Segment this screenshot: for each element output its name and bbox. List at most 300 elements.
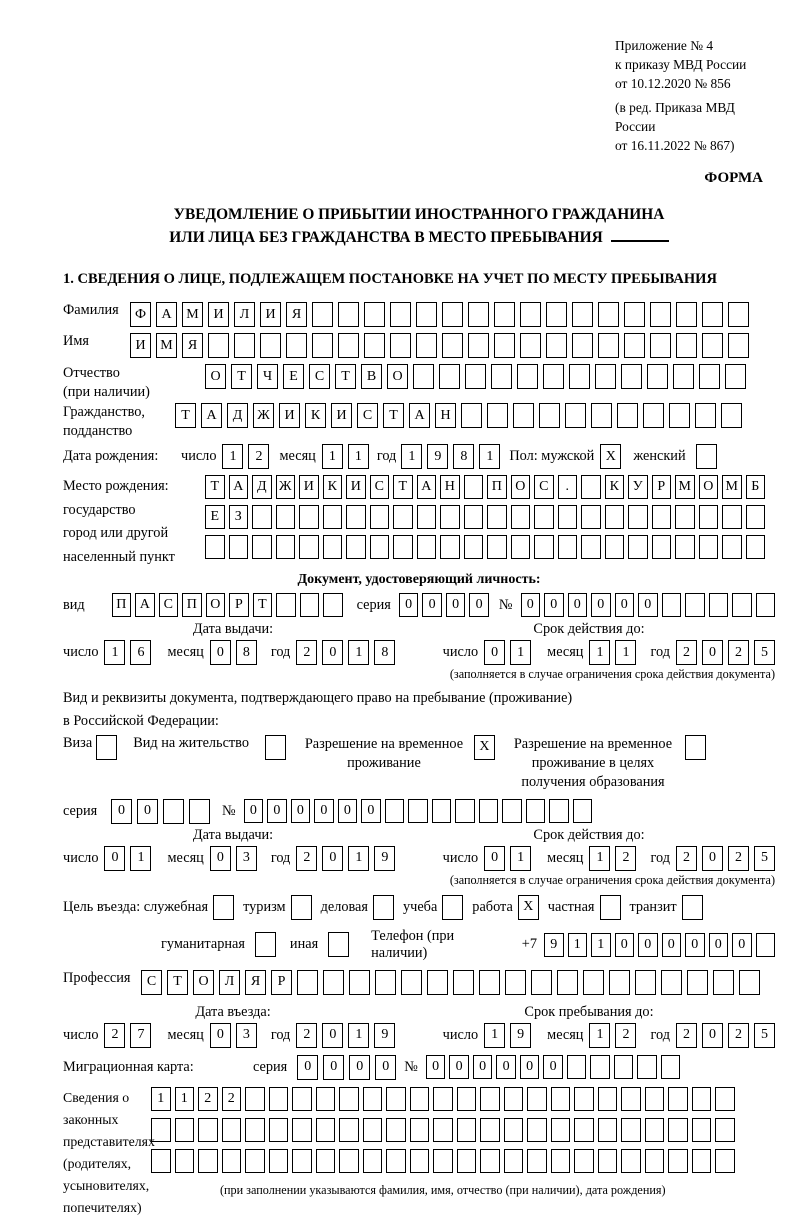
char-cell[interactable] (252, 535, 272, 559)
char-cell[interactable]: Б (746, 475, 766, 499)
char-cell[interactable] (432, 799, 452, 823)
char-cell[interactable] (637, 1055, 657, 1079)
char-cell[interactable] (676, 333, 697, 358)
char-cell[interactable]: П (112, 593, 132, 617)
char-cell[interactable] (299, 505, 319, 529)
doc-valid-year-cells[interactable] (676, 640, 775, 665)
char-cell[interactable]: 0 (244, 799, 264, 823)
char-cell[interactable] (531, 970, 552, 995)
char-cell[interactable] (621, 1118, 641, 1142)
char-cell[interactable]: З (229, 505, 249, 529)
char-cell[interactable] (504, 1118, 524, 1142)
char-cell[interactable] (269, 1149, 289, 1173)
char-cell[interactable]: 0 (426, 1055, 446, 1079)
doc-valid-month-cells[interactable] (589, 640, 636, 665)
char-cell[interactable]: 0 (615, 933, 635, 957)
char-cell[interactable] (675, 535, 695, 559)
char-cell[interactable]: Т (253, 593, 273, 617)
char-cell[interactable]: Т (335, 364, 356, 389)
char-cell[interactable] (390, 333, 411, 358)
char-cell[interactable] (527, 1118, 547, 1142)
char-cell[interactable] (732, 593, 752, 617)
char-cell[interactable] (624, 302, 645, 327)
char-cell[interactable]: 0 (422, 593, 442, 617)
char-cell[interactable] (269, 1087, 289, 1111)
char-cell[interactable] (650, 333, 671, 358)
char-cell[interactable]: Т (167, 970, 188, 995)
char-cell[interactable] (746, 535, 766, 559)
char-cell[interactable] (163, 799, 184, 824)
char-cell[interactable]: 9 (510, 1023, 531, 1048)
profession-cells[interactable] (141, 970, 760, 995)
char-cell[interactable] (702, 333, 723, 358)
char-cell[interactable]: 9 (427, 444, 448, 469)
char-cell[interactable]: 0 (314, 799, 334, 823)
char-cell[interactable] (300, 593, 320, 617)
rvp-valid-month-cells[interactable] (589, 846, 636, 871)
char-cell[interactable]: 1 (589, 640, 610, 665)
birth-day-cells[interactable] (222, 444, 269, 469)
char-cell[interactable]: 1 (348, 846, 369, 871)
char-cell[interactable] (276, 535, 296, 559)
residence-permit-checkbox[interactable] (265, 735, 286, 760)
rvp-issue-day-cells[interactable] (104, 846, 151, 871)
char-cell[interactable] (699, 505, 719, 529)
char-cell[interactable]: 2 (296, 640, 317, 665)
char-cell[interactable]: Ж (253, 403, 274, 428)
char-cell[interactable]: 1 (589, 846, 610, 871)
char-cell[interactable] (393, 505, 413, 529)
char-cell[interactable] (551, 1118, 571, 1142)
char-cell[interactable] (702, 302, 723, 327)
char-cell[interactable]: О (387, 364, 408, 389)
char-cell[interactable]: 1 (348, 640, 369, 665)
char-cell[interactable]: 0 (568, 593, 588, 617)
char-cell[interactable]: 0 (104, 846, 125, 871)
char-cell[interactable]: 0 (210, 1023, 231, 1048)
char-cell[interactable] (338, 302, 359, 327)
char-cell[interactable]: 3 (236, 846, 257, 871)
char-cell[interactable]: И (208, 302, 229, 327)
char-cell[interactable] (549, 799, 569, 823)
char-cell[interactable] (583, 970, 604, 995)
char-cell[interactable] (442, 333, 463, 358)
char-cell[interactable] (323, 535, 343, 559)
rvp-series-cells[interactable] (111, 799, 210, 824)
char-cell[interactable] (573, 799, 593, 823)
char-cell[interactable]: С (159, 593, 179, 617)
phone-cells[interactable] (544, 933, 775, 957)
char-cell[interactable] (628, 505, 648, 529)
char-cell[interactable]: 2 (104, 1023, 125, 1048)
char-cell[interactable] (505, 970, 526, 995)
char-cell[interactable]: И (346, 475, 366, 499)
birthplace-cells-line1[interactable] (205, 475, 765, 499)
char-cell[interactable]: 9 (374, 1023, 395, 1048)
char-cell[interactable] (756, 593, 776, 617)
char-cell[interactable] (339, 1087, 359, 1111)
char-cell[interactable] (539, 403, 560, 428)
char-cell[interactable] (457, 1118, 477, 1142)
char-cell[interactable] (410, 1087, 430, 1111)
char-cell[interactable] (728, 333, 749, 358)
char-cell[interactable]: 7 (130, 1023, 151, 1048)
rvp-issue-year-cells[interactable] (296, 846, 395, 871)
char-cell[interactable] (439, 364, 460, 389)
char-cell[interactable] (198, 1149, 218, 1173)
char-cell[interactable]: И (130, 333, 151, 358)
char-cell[interactable] (543, 364, 564, 389)
char-cell[interactable]: Д (252, 475, 272, 499)
char-cell[interactable] (595, 364, 616, 389)
char-cell[interactable]: С (357, 403, 378, 428)
char-cell[interactable] (416, 302, 437, 327)
char-cell[interactable] (598, 1087, 618, 1111)
char-cell[interactable] (427, 970, 448, 995)
char-cell[interactable]: О (699, 475, 719, 499)
char-cell[interactable] (292, 1118, 312, 1142)
char-cell[interactable] (661, 970, 682, 995)
char-cell[interactable] (527, 1149, 547, 1173)
char-cell[interactable]: Ч (257, 364, 278, 389)
char-cell[interactable] (709, 593, 729, 617)
char-cell[interactable]: Т (205, 475, 225, 499)
char-cell[interactable] (673, 364, 694, 389)
char-cell[interactable]: Я (286, 302, 307, 327)
char-cell[interactable]: 0 (210, 846, 231, 871)
char-cell[interactable] (598, 302, 619, 327)
entry-day-cells[interactable] (104, 1023, 151, 1048)
char-cell[interactable] (455, 799, 475, 823)
char-cell[interactable] (652, 505, 672, 529)
char-cell[interactable] (151, 1118, 171, 1142)
char-cell[interactable] (621, 1087, 641, 1111)
char-cell[interactable] (479, 970, 500, 995)
char-cell[interactable] (511, 535, 531, 559)
char-cell[interactable]: А (417, 475, 437, 499)
char-cell[interactable] (175, 1118, 195, 1142)
char-cell[interactable] (715, 1149, 735, 1173)
char-cell[interactable] (461, 403, 482, 428)
stay-day-cells[interactable] (484, 1023, 531, 1048)
char-cell[interactable] (234, 333, 255, 358)
purpose-work-checkbox[interactable]: X (518, 895, 539, 920)
char-cell[interactable]: А (156, 302, 177, 327)
char-cell[interactable]: 1 (322, 444, 343, 469)
char-cell[interactable] (692, 1118, 712, 1142)
char-cell[interactable]: 0 (709, 933, 729, 957)
temp-permit-edu-checkbox[interactable] (685, 735, 706, 760)
char-cell[interactable] (457, 1087, 477, 1111)
char-cell[interactable] (558, 535, 578, 559)
char-cell[interactable] (713, 970, 734, 995)
char-cell[interactable] (316, 1149, 336, 1173)
char-cell[interactable] (339, 1149, 359, 1173)
char-cell[interactable]: Н (440, 475, 460, 499)
char-cell[interactable] (546, 302, 567, 327)
char-cell[interactable] (715, 1087, 735, 1111)
char-cell[interactable]: 1 (615, 640, 636, 665)
char-cell[interactable] (591, 403, 612, 428)
char-cell[interactable] (517, 364, 538, 389)
char-cell[interactable] (574, 1118, 594, 1142)
char-cell[interactable]: 0 (111, 799, 132, 824)
char-cell[interactable]: 8 (236, 640, 257, 665)
char-cell[interactable] (494, 302, 515, 327)
char-cell[interactable]: К (323, 475, 343, 499)
char-cell[interactable]: 1 (151, 1087, 171, 1111)
char-cell[interactable]: 2 (615, 846, 636, 871)
char-cell[interactable] (480, 1149, 500, 1173)
char-cell[interactable]: 0 (702, 640, 723, 665)
char-cell[interactable]: 1 (222, 444, 243, 469)
char-cell[interactable]: О (206, 593, 226, 617)
char-cell[interactable] (668, 1118, 688, 1142)
char-cell[interactable]: 2 (728, 846, 749, 871)
char-cell[interactable] (572, 333, 593, 358)
char-cell[interactable]: 6 (130, 640, 151, 665)
char-cell[interactable] (245, 1118, 265, 1142)
char-cell[interactable] (401, 970, 422, 995)
char-cell[interactable]: 0 (375, 1055, 396, 1080)
birth-year-cells[interactable] (401, 444, 500, 469)
char-cell[interactable] (598, 1118, 618, 1142)
char-cell[interactable] (440, 505, 460, 529)
char-cell[interactable] (624, 333, 645, 358)
char-cell[interactable] (574, 1149, 594, 1173)
char-cell[interactable] (465, 364, 486, 389)
char-cell[interactable]: 8 (374, 640, 395, 665)
char-cell[interactable]: Т (231, 364, 252, 389)
char-cell[interactable] (513, 403, 534, 428)
char-cell[interactable] (417, 505, 437, 529)
char-cell[interactable] (645, 1118, 665, 1142)
char-cell[interactable] (614, 1055, 634, 1079)
char-cell[interactable] (635, 970, 656, 995)
char-cell[interactable]: 0 (484, 640, 505, 665)
char-cell[interactable]: К (305, 403, 326, 428)
char-cell[interactable] (487, 403, 508, 428)
char-cell[interactable] (581, 475, 601, 499)
char-cell[interactable] (417, 535, 437, 559)
char-cell[interactable] (457, 1149, 477, 1173)
char-cell[interactable]: 1 (348, 1023, 369, 1048)
char-cell[interactable] (609, 970, 630, 995)
char-cell[interactable] (511, 505, 531, 529)
surname-cells[interactable] (130, 302, 749, 327)
char-cell[interactable]: 0 (496, 1055, 516, 1079)
patronymic-cells[interactable] (205, 364, 746, 389)
char-cell[interactable] (364, 333, 385, 358)
char-cell[interactable] (685, 593, 705, 617)
temp-permit-checkbox[interactable]: X (474, 735, 495, 760)
char-cell[interactable]: Т (393, 475, 413, 499)
char-cell[interactable] (292, 1149, 312, 1173)
char-cell[interactable] (722, 505, 742, 529)
char-cell[interactable] (692, 1149, 712, 1173)
char-cell[interactable]: А (135, 593, 155, 617)
char-cell[interactable]: И (260, 302, 281, 327)
char-cell[interactable] (520, 333, 541, 358)
char-cell[interactable] (222, 1118, 242, 1142)
char-cell[interactable]: 0 (473, 1055, 493, 1079)
char-cell[interactable] (464, 475, 484, 499)
char-cell[interactable] (687, 970, 708, 995)
char-cell[interactable] (728, 302, 749, 327)
char-cell[interactable] (297, 970, 318, 995)
mig-series-cells[interactable] (297, 1055, 396, 1080)
char-cell[interactable]: 1 (130, 846, 151, 871)
char-cell[interactable] (551, 1087, 571, 1111)
char-cell[interactable] (504, 1087, 524, 1111)
char-cell[interactable] (487, 505, 507, 529)
char-cell[interactable]: 5 (754, 846, 775, 871)
char-cell[interactable] (276, 593, 296, 617)
char-cell[interactable]: Е (205, 505, 225, 529)
char-cell[interactable]: 1 (479, 444, 500, 469)
char-cell[interactable] (364, 302, 385, 327)
char-cell[interactable] (349, 970, 370, 995)
birth-month-cells[interactable] (322, 444, 369, 469)
char-cell[interactable]: 1 (104, 640, 125, 665)
purpose-private-checkbox[interactable] (600, 895, 621, 920)
char-cell[interactable]: А (409, 403, 430, 428)
representatives-cells-line1[interactable] (151, 1087, 735, 1111)
char-cell[interactable] (662, 593, 682, 617)
char-cell[interactable] (222, 1149, 242, 1173)
char-cell[interactable] (645, 1087, 665, 1111)
char-cell[interactable] (453, 970, 474, 995)
char-cell[interactable]: О (193, 970, 214, 995)
char-cell[interactable]: 0 (338, 799, 358, 823)
char-cell[interactable]: И (279, 403, 300, 428)
representatives-cells-line3[interactable] (151, 1149, 735, 1173)
char-cell[interactable] (346, 505, 366, 529)
char-cell[interactable] (245, 1087, 265, 1111)
char-cell[interactable]: М (722, 475, 742, 499)
char-cell[interactable] (502, 799, 522, 823)
char-cell[interactable]: Л (219, 970, 240, 995)
char-cell[interactable]: 1 (589, 1023, 610, 1048)
char-cell[interactable]: 2 (198, 1087, 218, 1111)
char-cell[interactable] (464, 505, 484, 529)
citizenship-cells[interactable] (175, 403, 742, 428)
char-cell[interactable] (269, 1118, 289, 1142)
char-cell[interactable] (565, 403, 586, 428)
char-cell[interactable]: 1 (591, 933, 611, 957)
char-cell[interactable] (739, 970, 760, 995)
char-cell[interactable] (628, 535, 648, 559)
char-cell[interactable]: 2 (676, 640, 697, 665)
char-cell[interactable] (567, 1055, 587, 1079)
purpose-transit-checkbox[interactable] (682, 895, 703, 920)
char-cell[interactable]: Я (182, 333, 203, 358)
char-cell[interactable] (491, 364, 512, 389)
char-cell[interactable] (480, 1118, 500, 1142)
rvp-valid-day-cells[interactable] (484, 846, 531, 871)
char-cell[interactable] (260, 333, 281, 358)
name-cells[interactable] (130, 333, 749, 358)
char-cell[interactable]: 2 (248, 444, 269, 469)
char-cell[interactable]: Ж (276, 475, 296, 499)
char-cell[interactable]: 5 (754, 640, 775, 665)
char-cell[interactable]: С (309, 364, 330, 389)
char-cell[interactable]: Р (652, 475, 672, 499)
char-cell[interactable] (721, 403, 742, 428)
char-cell[interactable] (433, 1087, 453, 1111)
char-cell[interactable]: 0 (297, 1055, 318, 1080)
char-cell[interactable]: С (534, 475, 554, 499)
char-cell[interactable] (574, 1087, 594, 1111)
char-cell[interactable]: 2 (222, 1087, 242, 1111)
char-cell[interactable]: Л (234, 302, 255, 327)
char-cell[interactable]: 5 (754, 1023, 775, 1048)
char-cell[interactable]: Ф (130, 302, 151, 327)
char-cell[interactable]: 0 (210, 640, 231, 665)
char-cell[interactable]: 0 (484, 846, 505, 871)
char-cell[interactable] (363, 1087, 383, 1111)
char-cell[interactable] (410, 1149, 430, 1173)
char-cell[interactable]: Т (175, 403, 196, 428)
char-cell[interactable] (386, 1118, 406, 1142)
char-cell[interactable]: 0 (638, 593, 658, 617)
char-cell[interactable]: К (605, 475, 625, 499)
char-cell[interactable] (205, 535, 225, 559)
char-cell[interactable] (756, 933, 776, 957)
char-cell[interactable]: 1 (568, 933, 588, 957)
char-cell[interactable] (715, 1118, 735, 1142)
char-cell[interactable] (534, 505, 554, 529)
char-cell[interactable]: Е (283, 364, 304, 389)
char-cell[interactable]: 0 (322, 640, 343, 665)
rvp-number-cells[interactable] (244, 799, 593, 823)
char-cell[interactable] (416, 333, 437, 358)
birthplace-cells-line2[interactable] (205, 505, 765, 529)
char-cell[interactable] (675, 505, 695, 529)
char-cell[interactable]: 2 (615, 1023, 636, 1048)
char-cell[interactable]: 0 (662, 933, 682, 957)
char-cell[interactable]: Р (229, 593, 249, 617)
char-cell[interactable]: А (201, 403, 222, 428)
char-cell[interactable]: 0 (543, 1055, 563, 1079)
char-cell[interactable]: О (511, 475, 531, 499)
char-cell[interactable]: 0 (521, 593, 541, 617)
char-cell[interactable]: И (299, 475, 319, 499)
char-cell[interactable]: 2 (728, 640, 749, 665)
char-cell[interactable]: 9 (544, 933, 564, 957)
char-cell[interactable]: 0 (638, 933, 658, 957)
char-cell[interactable] (617, 403, 638, 428)
char-cell[interactable] (433, 1118, 453, 1142)
char-cell[interactable] (413, 364, 434, 389)
char-cell[interactable] (386, 1149, 406, 1173)
char-cell[interactable] (208, 333, 229, 358)
char-cell[interactable] (393, 535, 413, 559)
char-cell[interactable] (370, 505, 390, 529)
char-cell[interactable]: П (487, 475, 507, 499)
char-cell[interactable]: 1 (510, 640, 531, 665)
char-cell[interactable]: 2 (728, 1023, 749, 1048)
char-cell[interactable] (669, 403, 690, 428)
stay-year-cells[interactable] (676, 1023, 775, 1048)
char-cell[interactable] (487, 535, 507, 559)
char-cell[interactable] (363, 1149, 383, 1173)
char-cell[interactable] (621, 364, 642, 389)
char-cell[interactable]: 0 (137, 799, 158, 824)
char-cell[interactable] (229, 535, 249, 559)
char-cell[interactable] (520, 302, 541, 327)
char-cell[interactable] (699, 535, 719, 559)
